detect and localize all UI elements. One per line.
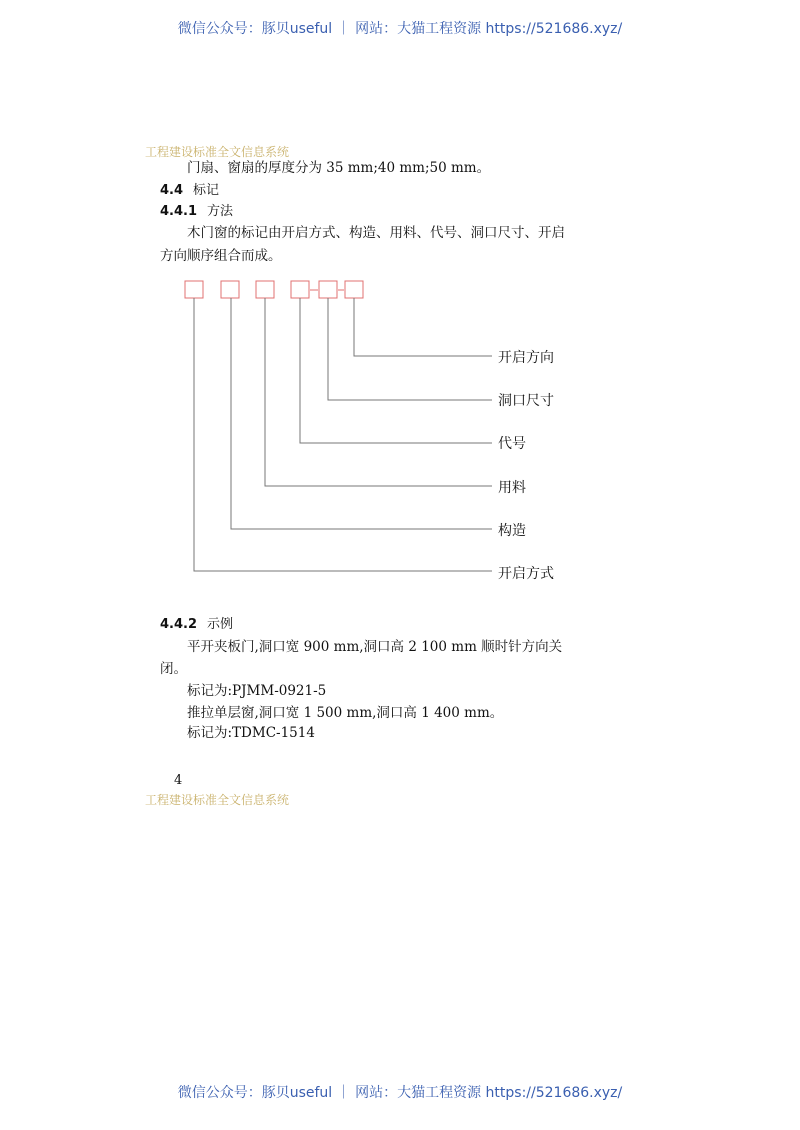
- leader-open-direction: [354, 298, 492, 356]
- leader-material: [265, 298, 492, 486]
- leader-construction: [231, 298, 492, 529]
- section-number: 4.4.2: [160, 617, 198, 632]
- code-boxes: [185, 281, 363, 298]
- method-paragraph-line-1: 木门窗的标记由开启方式、构造、用料、代号、洞口尺寸、开启: [187, 225, 565, 241]
- section-number: 4.4.1: [160, 204, 198, 219]
- box-open-direction: [345, 281, 363, 298]
- label-open-direction: 开启方向: [498, 350, 554, 366]
- box-material: [256, 281, 274, 298]
- box-code: [291, 281, 309, 298]
- watermark-top: 工程建设标准全文信息系统: [145, 145, 290, 159]
- label-open-mode: 开启方式: [498, 566, 554, 582]
- label-material: 用料: [498, 480, 526, 496]
- section-title: 标记: [193, 183, 220, 198]
- example-2-mark: 标记为:TDMC-1514: [187, 725, 315, 741]
- thickness-line: 门扇、窗扇的厚度分为 35 mm;40 mm;50 mm。: [187, 160, 491, 176]
- leader-open-mode: [194, 298, 492, 571]
- section-4-4-2-heading: [160, 613, 233, 632]
- label-opening-size: 洞口尺寸: [498, 393, 554, 409]
- leader-opening-size: [328, 298, 492, 400]
- leader-code: [300, 298, 492, 443]
- box-open-mode: [185, 281, 203, 298]
- example-1-line-2: 闭。: [160, 661, 187, 677]
- top-banner: 微信公众号：豚贝useful ｜ 网站：大猫工程资源 https://521686.xyz/: [177, 21, 623, 37]
- example-2: 推拉单层窗,洞口宽 1 500 mm,洞口高 1 400 mm。: [187, 705, 504, 721]
- section-title: 方法: [207, 204, 234, 219]
- bottom-banner: 微信公众号：豚贝useful ｜ 网站：大猫工程资源 https://521686.xyz/: [177, 1085, 623, 1101]
- label-code: 代号: [498, 436, 526, 452]
- section-number: 4.4: [160, 183, 184, 198]
- watermark-bottom: 工程建设标准全文信息系统: [145, 793, 290, 807]
- leader-lines: [194, 298, 492, 571]
- example-1-mark: 标记为:PJMM-0921-5: [187, 683, 327, 699]
- section-title: 示例: [207, 617, 234, 632]
- method-paragraph-line-2: 方向顺序组合而成。: [160, 248, 282, 264]
- label-construction: 构造: [498, 523, 526, 539]
- box-construction: [221, 281, 239, 298]
- box-opening-size: [319, 281, 337, 298]
- page-number: 4: [174, 773, 183, 788]
- example-1-line-1: 平开夹板门,洞口宽 900 mm,洞口高 2 100 mm 顺时针方向关: [187, 639, 563, 655]
